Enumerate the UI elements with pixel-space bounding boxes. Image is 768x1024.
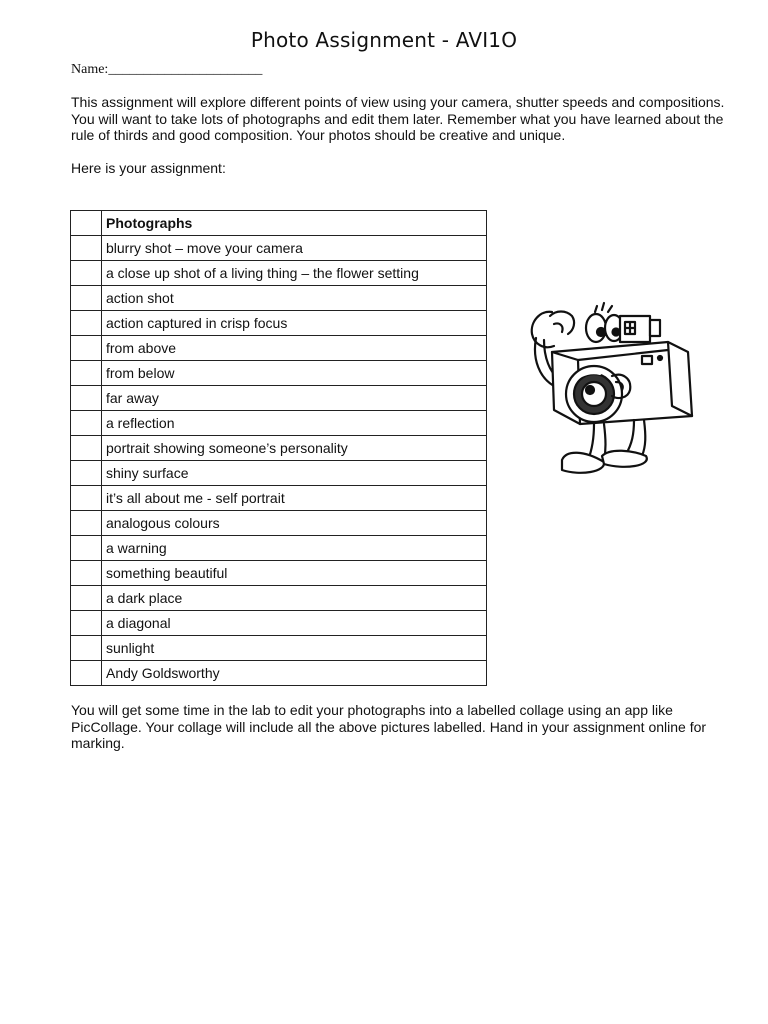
table-row	[71, 311, 487, 336]
photographs-column-header: Photographs	[102, 211, 487, 236]
assignment-lead-in: Here is your assignment:	[71, 160, 226, 176]
table-row	[71, 436, 487, 461]
photo-prompt-cell: a diagonal	[102, 611, 487, 636]
table-row	[71, 536, 487, 561]
table-row	[71, 236, 487, 261]
checkbox-column-header	[71, 211, 102, 236]
row-check-cell	[71, 536, 102, 561]
row-check-cell	[71, 286, 102, 311]
table-row	[71, 636, 487, 661]
table-row	[71, 336, 487, 361]
photo-prompt-cell: something beautiful	[102, 561, 487, 586]
photo-prompt-cell: action shot	[102, 286, 487, 311]
row-check-cell	[71, 361, 102, 386]
row-check-cell	[71, 436, 102, 461]
closing-paragraph: You will get some time in the lab to edit your photographs into a labelled collage using an app like PicCollage. Your collage will include all the above pictures labelled. Hand in your assignment online for marking.	[71, 702, 707, 751]
table-row	[71, 461, 487, 486]
row-check-cell	[71, 636, 102, 661]
row-check-cell	[71, 661, 102, 686]
table-header-row	[71, 211, 487, 236]
photo-prompt-cell: a reflection	[102, 411, 487, 436]
photo-prompt-cell: from above	[102, 336, 487, 361]
photo-prompt-cell: a dark place	[102, 586, 487, 611]
photo-prompt-cell: a close up shot of a living thing – the flower setting	[102, 261, 487, 286]
table-row	[71, 261, 487, 286]
assignment-table	[70, 210, 487, 686]
table-row	[71, 411, 487, 436]
table-row	[71, 486, 487, 511]
photo-prompt-cell: far away	[102, 386, 487, 411]
table-row	[71, 286, 487, 311]
page-title: Photo Assignment - AVI1O	[250, 28, 518, 52]
row-check-cell	[71, 511, 102, 536]
row-check-cell	[71, 336, 102, 361]
photo-prompt-cell: it’s all about me - self portrait	[102, 486, 487, 511]
photo-prompt-cell: sunlight	[102, 636, 487, 661]
photo-prompt-cell: action captured in crisp focus	[102, 311, 487, 336]
row-check-cell	[71, 311, 102, 336]
row-check-cell	[71, 461, 102, 486]
name-field-label: Name:______________________	[71, 62, 263, 77]
photo-prompt-cell: from below	[102, 361, 487, 386]
row-check-cell	[71, 586, 102, 611]
row-check-cell	[71, 386, 102, 411]
row-check-cell	[71, 561, 102, 586]
table-row	[71, 661, 487, 686]
row-check-cell	[71, 236, 102, 261]
table-row	[71, 511, 487, 536]
photo-prompt-cell: Andy Goldsworthy	[102, 661, 487, 686]
table-row	[71, 386, 487, 411]
cartoon-camera-icon	[522, 300, 698, 482]
intro-paragraph: This assignment will explore different points of view using your camera, shutter speeds and compositions. You will want to take lots of photographs and edit them later. Remember what you have learned about the rule of thirds and good composition. Your photos should be creative and unique.	[71, 94, 725, 143]
row-check-cell	[71, 486, 102, 511]
table-body	[71, 236, 487, 686]
table-row	[71, 611, 487, 636]
table-row	[71, 561, 487, 586]
photo-prompt-cell: shiny surface	[102, 461, 487, 486]
row-check-cell	[71, 261, 102, 286]
photo-prompt-cell: a warning	[102, 536, 487, 561]
table-row	[71, 361, 487, 386]
row-check-cell	[71, 611, 102, 636]
table-row	[71, 586, 487, 611]
photo-prompt-cell: portrait showing someone’s personality	[102, 436, 487, 461]
photo-prompt-cell: blurry shot – move your camera	[102, 236, 487, 261]
row-check-cell	[71, 411, 102, 436]
photo-prompt-cell: analogous colours	[102, 511, 487, 536]
